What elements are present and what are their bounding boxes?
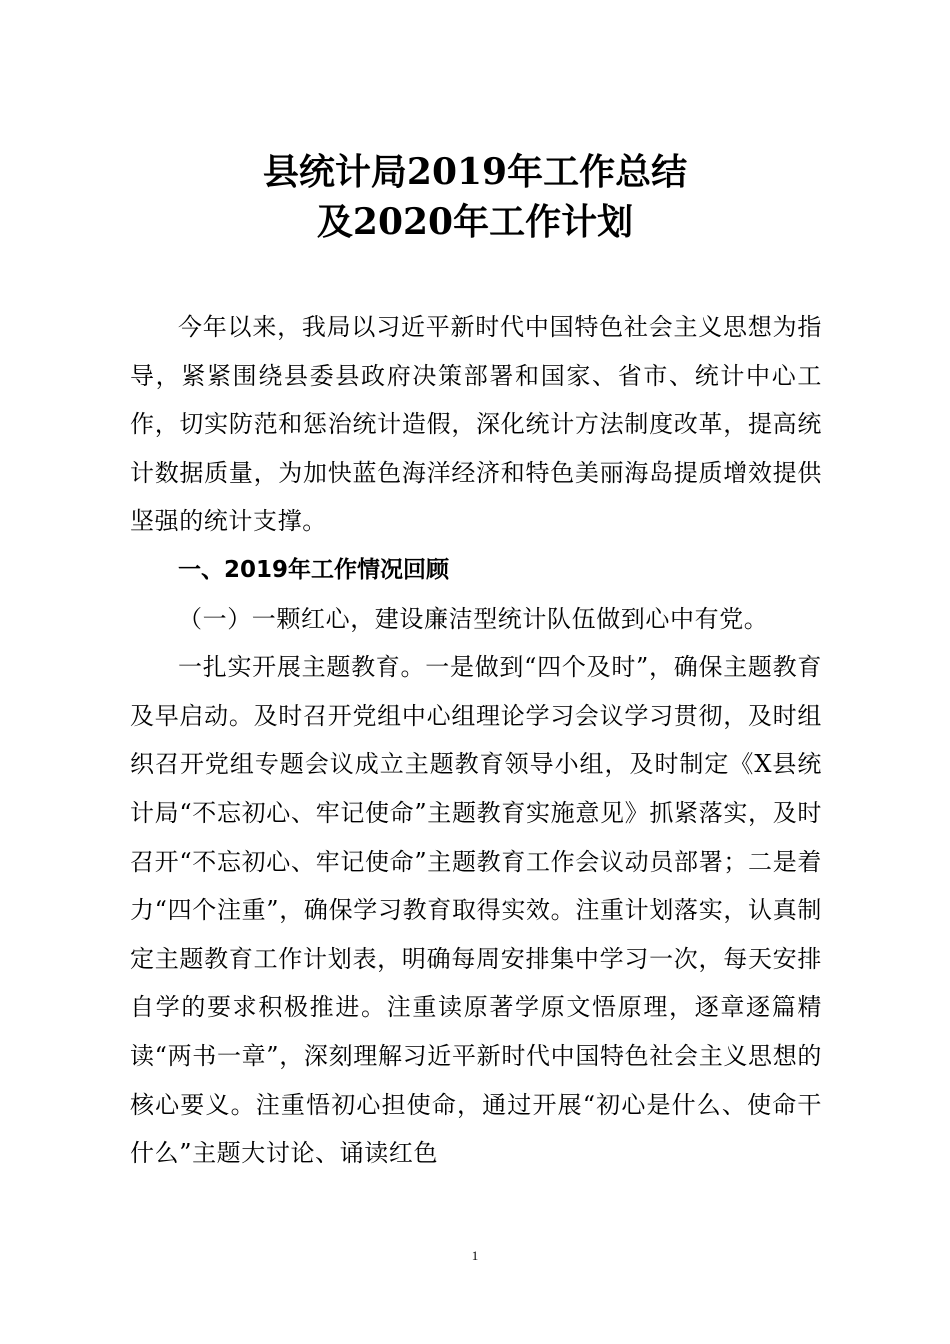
- page-number: 1: [471, 1248, 479, 1263]
- document-title-line-1: 县统计局2019年工作总结: [262, 151, 688, 193]
- section-heading: 一、2019年工作情况回顾: [178, 556, 450, 583]
- subsection-heading: （一）一颗红心，建设廉洁型统计队伍做到心中有党。: [178, 604, 769, 633]
- document-title-line-2: 及2020年工作计划: [316, 201, 634, 243]
- document-body: [130, 303, 822, 1178]
- subsection-paragraph: 一扎实开展主题教育。一是做到“四个及时”，确保主题教育及早启动。及时召开党组中心组理论学习会议学习贯彻，及时组织召开党组专题会议成立主题教育领导小组，及时制定《X县统计局“不忘初心、牢记使命”主题教育实施意见》抓紧落实，及时召开“不忘初心、牢记使命”主题教育工作会议动员部署；二是着力“四个注重”，确保学习教育取得实效。注重计划落实，认真制定主题教育工作计划表，明确每周安排集中学习一次，每天安排自学的要求积极推进。注重读原著学原文悟原理，逐章逐篇精读“两书一章”，深刻理解习近平新时代中国特色社会主义思想的核心要义。注重悟初心担使命，通过开展“初心是什么、使命干什么”主题大讨论、诵读红色: [130, 653, 822, 1168]
- intro-paragraph: 今年以来，我局以习近平新时代中国特色社会主义思想为指导，紧紧围绕县委县政府决策部署和国家、省市、统计中心工作，切实防范和惩治统计造假，深化统计方法制度改革，提高统计数据质量，为加快蓝色海洋经济和特色美丽海岛提质增效提供坚强的统计支撑。: [130, 313, 822, 536]
